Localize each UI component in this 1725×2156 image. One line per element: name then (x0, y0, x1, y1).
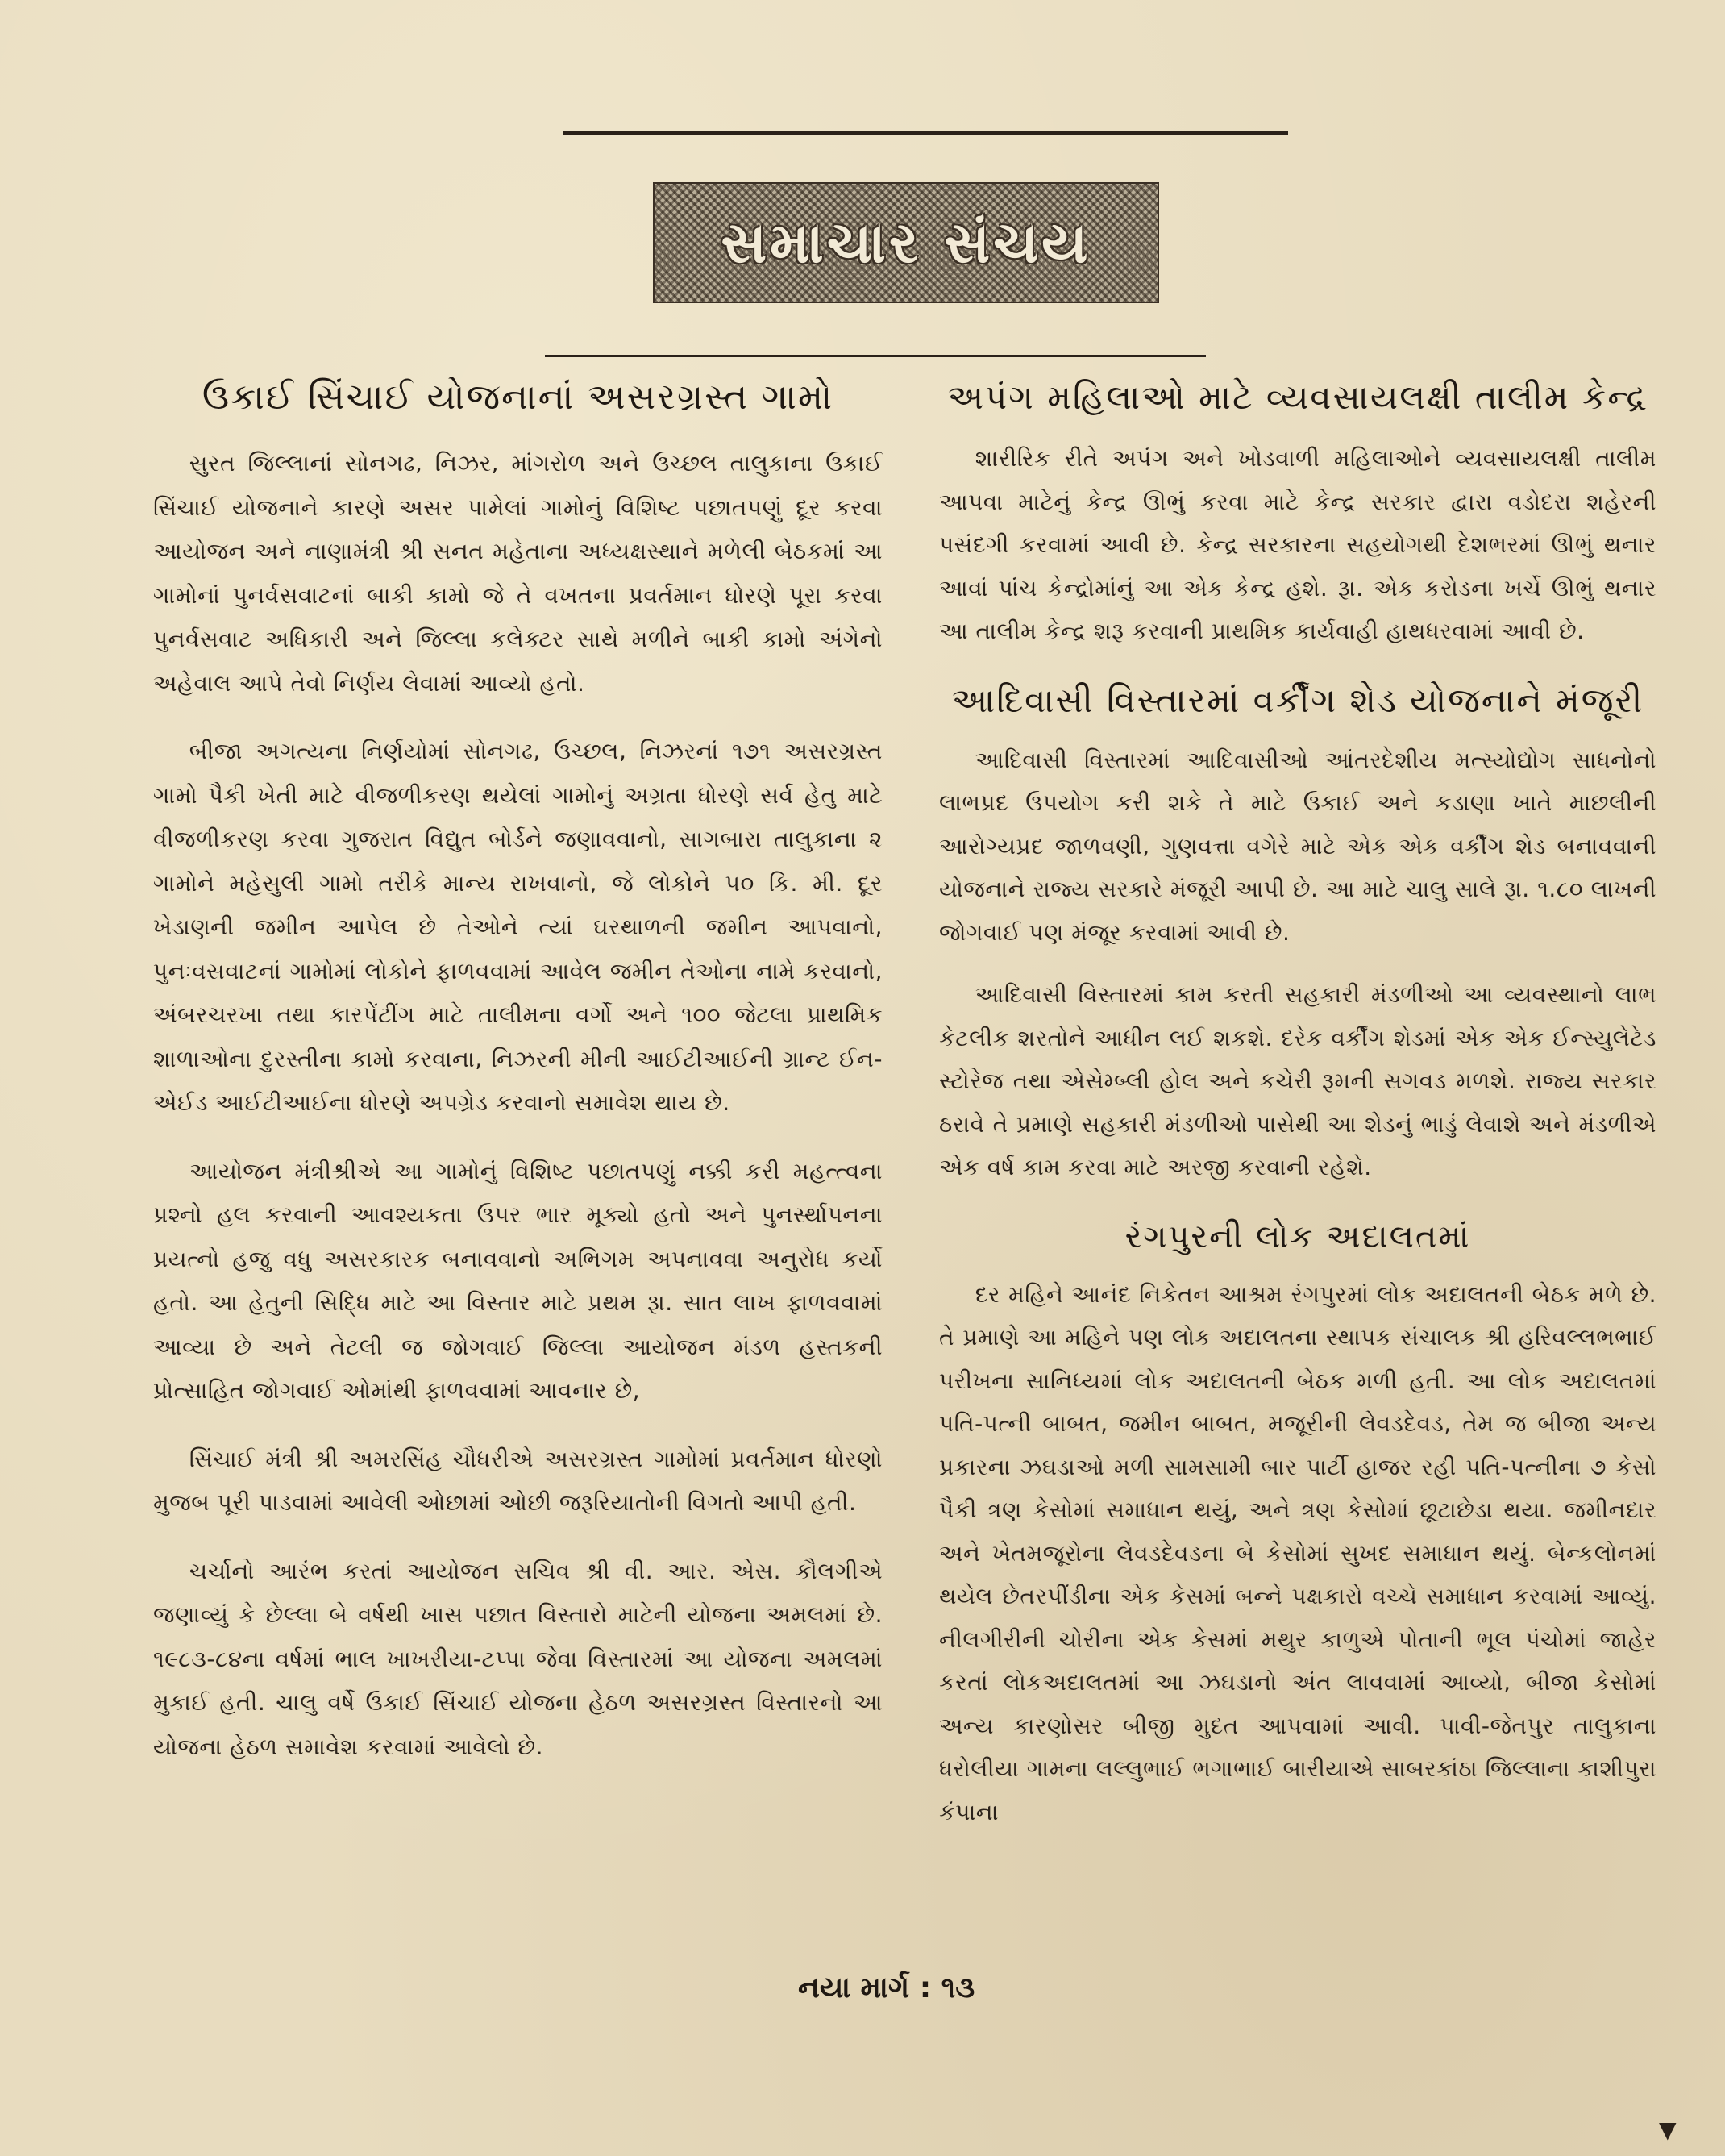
left-paragraph: ચર્ચાનો આરંભ કરતાં આયોજન સચિવ શ્રી વી. આર. એસ. કૌલગીએ જણાવ્યું કે છેલ્લા બે વર્ષથી ખાસ પછાત વિસ્તારો માટેની યોજના અમલમાં છે. ૧૯૮૩-૮૪ના વર્ષમાં ભાલ ખાખરીયા-ટપ્પા જેવા વિસ્તારમાં આ યોજના અમલમાં મુકાઈ હતી. ચાલુ વર્ષે ઉકાઈ સિંચાઈ યોજના હેઠળ અસરગ્રસ્ત વિસ્તારનો આ યોજના હેઠળ સમાવેશ કરવામાં આવેલો છે. (153, 1557, 883, 1760)
left-article-title: ઉકાઈ સિંચાઈ યોજનાનાં અસરગ્રસ્ત ગામો (202, 377, 834, 418)
right-article-3-title: રંગપુરની લોક અદાલતમાં (1124, 1217, 1471, 1255)
left-column (153, 369, 883, 1793)
right-column (939, 369, 1656, 1853)
corner-arrow-icon: ▼ (1659, 2116, 1677, 2143)
section-masthead (653, 182, 1159, 303)
top-rule (563, 131, 1288, 135)
left-paragraph: સુરત જિલ્લાનાં સોનગઢ, નિઝર, માંગરોળ અને ઉચ્છલ તાલુકાના ઉકાઈ સિંચાઈ યોજનાને કારણે અસર પામેલાં ગામોનું વિશિષ્ટ પછાતપણું દૂર કરવા આયોજન અને નાણામંત્રી શ્રી સનત મહેતાના અધ્યક્ષસ્થાને મળેલી બેઠકમાં આ ગામોનાં પુનર્વસવાટનાં બાકી કામો જે તે વખતના પ્રવર્તમાન ધોરણે પૂરા કરવા પુનર્વસવાટ અધિકારી અને જિલ્લા કલેક્ટર સાથે મળીને બાકી કામો અંગેનો અહેવાલ આપે તેવો નિર્ણય લેવામાં આવ્યો હતો. (153, 450, 883, 697)
right-article-1-paragraph: શારીરિક રીતે અપંગ અને ખોડવાળી મહિલાઓને વ્યવસાયલક્ષી તાલીમ આપવા માટેનું કેન્દ્ર ઊભું કરવા માટે કેન્દ્ર સરકાર દ્વારા વડોદરા શહેરની પસંદગી કરવામાં આવી છે. કેન્દ્ર સરકારના સહયોગથી દેશભરમાં ઊભું થનાર આવાં પાંચ કેન્દ્રોમાંનું આ એક કેન્દ્ર હશે. રૂા. એક કરોડના ખર્ચે ઊભું થનાર આ તાલીમ કેન્દ્ર શરૂ કરવાની પ્રાથમિક કાર્યવાહી હાથધરવામાં આવી છે. (939, 445, 1656, 644)
left-paragraph: બીજા અગત્યના નિર્ણયોમાં સોનગઢ, ઉચ્છલ, નિઝરનાં ૧૭૧ અસરગ્રસ્ત ગામો પૈકી ખેતી માટે વીજળીકરણ થયેલાં ગામોનું અગ્રતા ધોરણે સર્વ હેતુ માટે વીજળીકરણ કરવા ગુજરાત વિદ્યુત બોર્ડને જણાવવાનો, સાગબારા તાલુકાના ૨ ગામોને મહેસુલી ગામો તરીકે માન્ય રાખવાનો, જે લોકોને ૫૦ કિ. મી. દૂર ખેડાણની જમીન આપેલ છે તેઓને ત્યાં ઘરથાળની જમીન આપવાનો, પુનઃવસવાટનાં ગામોમાં લોકોને ફાળવવામાં આવેલ જમીન તેઓના નામે કરવાનો, અંબરચરખા તથા કારપેંટીંગ માટે તાલીમના વર્ગો અને ૧૦૦ જેટલા પ્રાથમિક શાળાઓના દુરસ્તીના કામો કરવાના, નિઝરની મીની આઈટીઆઈની ગ્રાન્ટ ઈન-એઈડ આઈટીઆઈના ધોરણે અપગ્રેડ કરવાનો સમાવેશ થાય છે. (153, 738, 883, 1116)
right-article-1-title: અપંગ મહિલાઓ માટે વ્યવસાયલક્ષી તાલીમ કેન્દ્ર (947, 377, 1648, 417)
right-article-2-paragraph: આદિવાસી વિસ્તારમાં કામ કરતી સહકારી મંડળીઓ આ વ્યવસ્થાનો લાભ કેટલીક શરતોને આધીન લઈ શકશે. દરેક વર્કીંગ શેડમાં એક એક ઈન્સ્યુલેટેડ સ્ટોરેજ તથા એસેમ્બ્લી હોલ અને કચેરી રૂમની સગવડ મળશે. રાજ્ય સરકાર ઠરાવે તે પ્રમાણે સહકારી મંડળીઓ પાસેથી આ શેડનું ભાડું લેવાશે અને મંડળીએ એક વર્ષ કામ કરવા માટે અરજી કરવાની રહેશે. (939, 981, 1656, 1180)
right-article-2-paragraph: આદિવાસી વિસ્તારમાં આદિવાસીઓ આંતરદેશીય મત્સ્યોદ્યોગ સાધનોનો લાભપ્રદ ઉપયોગ કરી શકે તે માટે ઉકાઈ અને કડાણા ખાતે માછલીની આરોગ્યપ્રદ જાળવણી, ગુણવત્તા વગેરે માટે એક એક વર્કીંગ શેડ બનાવવાની યોજનાને રાજ્ય સરકારે મંજૂરી આપી છે. આ માટે ચાલુ સાલે રૂા. ૧.૮૦ લાખની જોગવાઈ પણ મંજૂર કરવામાં આવી છે. (939, 746, 1656, 946)
right-article-3-paragraph: દર મહિને આનંદ નિકેતન આશ્રમ રંગપુરમાં લોક અદાલતની બેઠક મળે છે. તે પ્રમાણે આ મહિને પણ લોક અદાલતના સ્થાપક સંચાલક શ્રી હરિવલ્લભભાઈ પરીખના સાનિધ્યમાં લોક અદાલતની બેઠક મળી હતી. આ લોક અદાલતમાં પતિ-પત્ની બાબત, જમીન બાબત, મજૂરીની લેવડદેવડ, તેમ જ બીજા અન્ય પ્રકારના ઝઘડાઓ મળી સામસામી બાર પાર્ટી હાજર રહી પતિ-પત્નીના ૭ કેસો પૈકી ત્રણ કેસોમાં સમાધાન થયું, અને ત્રણ કેસોમાં છૂટાછેડા થયા. જમીનદાર અને ખેતમજૂરોના લેવડદેવડના બે કેસોમાં સુખદ સમાધાન થયું. બેન્કલોનમાં થયેલ છેતરપીંડીના એક કેસમાં બન્ને પક્ષકારો વચ્ચે સમાધાન કરવામાં આવ્યું. નીલગીરીની ચોરીના એક કેસમાં મથુર કાળુએ પોતાની ભૂલ પંચોમાં જાહેર કરતાં લોકઅદાલતમાં આ ઝઘડાનો અંત લાવવામાં આવ્યો, બીજા કેસોમાં અન્ય કારણોસર બીજી મુદત આપવામાં આવી. પાવી-જેતપુર તાલુકાના ધરોલીયા ગામના લલ્લુભાઈ ભગાભાઈ બારીયાએ સાબરકાંઠા જિલ્લાના કાશીપુરા કંપાના (939, 1280, 1656, 1825)
right-article-2-title: આદિવાસી વિસ્તારમાં વર્કીંગ શેડ યોજનાને મંજૂરી (951, 680, 1644, 720)
left-paragraph: સિંચાઈ મંત્રી શ્રી અમરસિંહ ચૌધરીએ અસરગ્રસ્ત ગામોમાં પ્રવર્તમાન ધોરણો મુજબ પૂરી પાડવામાં આવેલી ઓછામાં ઓછી જરૂરિયાતોની વિગતો આપી હતી. (153, 1445, 883, 1516)
masthead-title: સમાચાર સંચય (721, 209, 1091, 276)
page-footer: નયા માર્ગ : ૧૩ (798, 1971, 975, 2004)
left-paragraph: આયોજન મંત્રીશ્રીએ આ ગામોનું વિશિષ્ટ પછાતપણું નક્કી કરી મહત્ત્વના પ્રશ્નો હલ કરવાની આવશ્યકતા ઉપર ભાર મૂક્યો હતો અને પુનર્સ્થાપનના પ્રયત્નો હજુ વધુ અસરકારક બનાવવાનો અભિગમ અપનાવવા અનુરોધ કર્યો હતો. આ હેતુની સિદ્ધિ માટે આ વિસ્તાર માટે પ્રથમ રૂા. સાત લાખ ફાળવવામાં આવ્યા છે અને તેટલી જ જોગવાઈ જિલ્લા આયોજન મંડળ હસ્તકની પ્રોત્સાહિત જોગવાઈ ઓમાંથી ફાળવવામાં આવનાર છે, (153, 1157, 883, 1404)
masthead-rule (545, 355, 1206, 357)
